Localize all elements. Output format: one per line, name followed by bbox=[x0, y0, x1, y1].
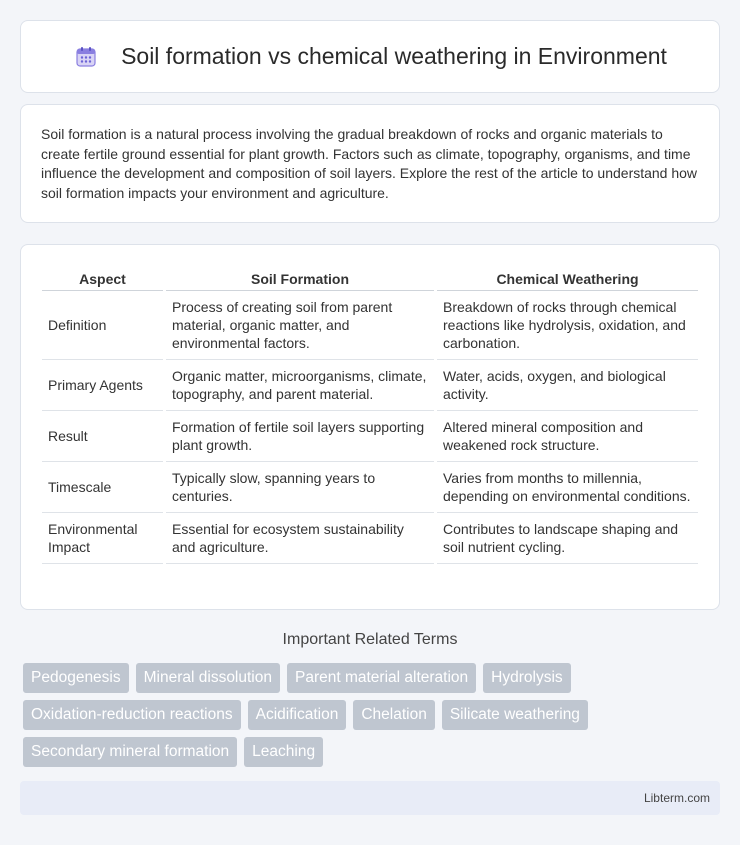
table-cell: Altered mineral composition and weakened rock structure. bbox=[437, 411, 698, 462]
page-title: Soil formation vs chemical weathering in Environment bbox=[121, 43, 667, 69]
related-term-tag[interactable]: Acidification bbox=[248, 700, 347, 730]
related-terms-list bbox=[23, 663, 723, 767]
comparison-table bbox=[39, 267, 701, 564]
comparison-card bbox=[20, 244, 720, 610]
intro-card bbox=[20, 104, 720, 223]
table-cell: Formation of fertile soil layers supporting plant growth. bbox=[166, 411, 434, 462]
table-cell: Primary Agents bbox=[42, 360, 163, 411]
table-cell: Water, acids, oxygen, and biological activity. bbox=[437, 360, 698, 411]
column-header-aspect: Aspect bbox=[42, 267, 163, 291]
table-row bbox=[42, 360, 698, 411]
related-term-tag[interactable]: Leaching bbox=[244, 737, 323, 767]
table-cell: Typically slow, spanning years to centuries. bbox=[166, 462, 434, 513]
intro-text: Soil formation is a natural process involving the gradual breakdown of rocks and organic materials to create fertile ground essential for plant growth. Factors such as climate, topography, organisms, and time influence the development and composition of soil layers. Explore the rest of the article to understand how soil formation impacts your environment and agriculture. bbox=[41, 126, 698, 201]
page-header bbox=[20, 20, 720, 93]
related-term-tag[interactable]: Secondary mineral formation bbox=[23, 737, 237, 767]
table-row bbox=[42, 513, 698, 564]
table-row bbox=[42, 411, 698, 462]
table-cell: Contributes to landscape shaping and soil nutrient cycling. bbox=[437, 513, 698, 564]
table-cell: Process of creating soil from parent material, organic matter, and environmental factors. bbox=[166, 291, 434, 360]
column-header-chemical-weathering: Chemical Weathering bbox=[437, 267, 698, 291]
table-header-row bbox=[42, 267, 698, 291]
column-header-soil-formation: Soil Formation bbox=[166, 267, 434, 291]
footer bbox=[20, 781, 720, 815]
related-term-tag[interactable]: Chelation bbox=[353, 700, 435, 730]
related-term-tag[interactable]: Pedogenesis bbox=[23, 663, 129, 693]
table-cell: Definition bbox=[42, 291, 163, 360]
footer-site-link[interactable]: Libterm.com bbox=[643, 791, 710, 805]
table-cell: Result bbox=[42, 411, 163, 462]
related-term-tag[interactable]: Silicate weathering bbox=[442, 700, 588, 730]
related-term-tag[interactable]: Parent material alteration bbox=[287, 663, 476, 693]
table-cell: Organic matter, microorganisms, climate, topography, and parent material. bbox=[166, 360, 434, 411]
table-cell: Environmental Impact bbox=[42, 513, 163, 564]
related-terms-title: Important Related Terms bbox=[282, 631, 458, 648]
table-row bbox=[42, 462, 698, 513]
table-cell: Timescale bbox=[42, 462, 163, 513]
related-term-tag[interactable]: Oxidation-reduction reactions bbox=[23, 700, 241, 730]
table-cell: Breakdown of rocks through chemical reactions like hydrolysis, oxidation, and carbonation. bbox=[437, 291, 698, 360]
related-term-tag[interactable]: Hydrolysis bbox=[483, 663, 570, 693]
table-cell: Varies from months to millennia, depending on environmental conditions. bbox=[437, 462, 698, 513]
related-term-tag[interactable]: Mineral dissolution bbox=[136, 663, 280, 693]
table-cell: Essential for ecosystem sustainability and agriculture. bbox=[166, 513, 434, 564]
calendar-grid-icon bbox=[73, 44, 99, 70]
table-row bbox=[42, 291, 698, 360]
